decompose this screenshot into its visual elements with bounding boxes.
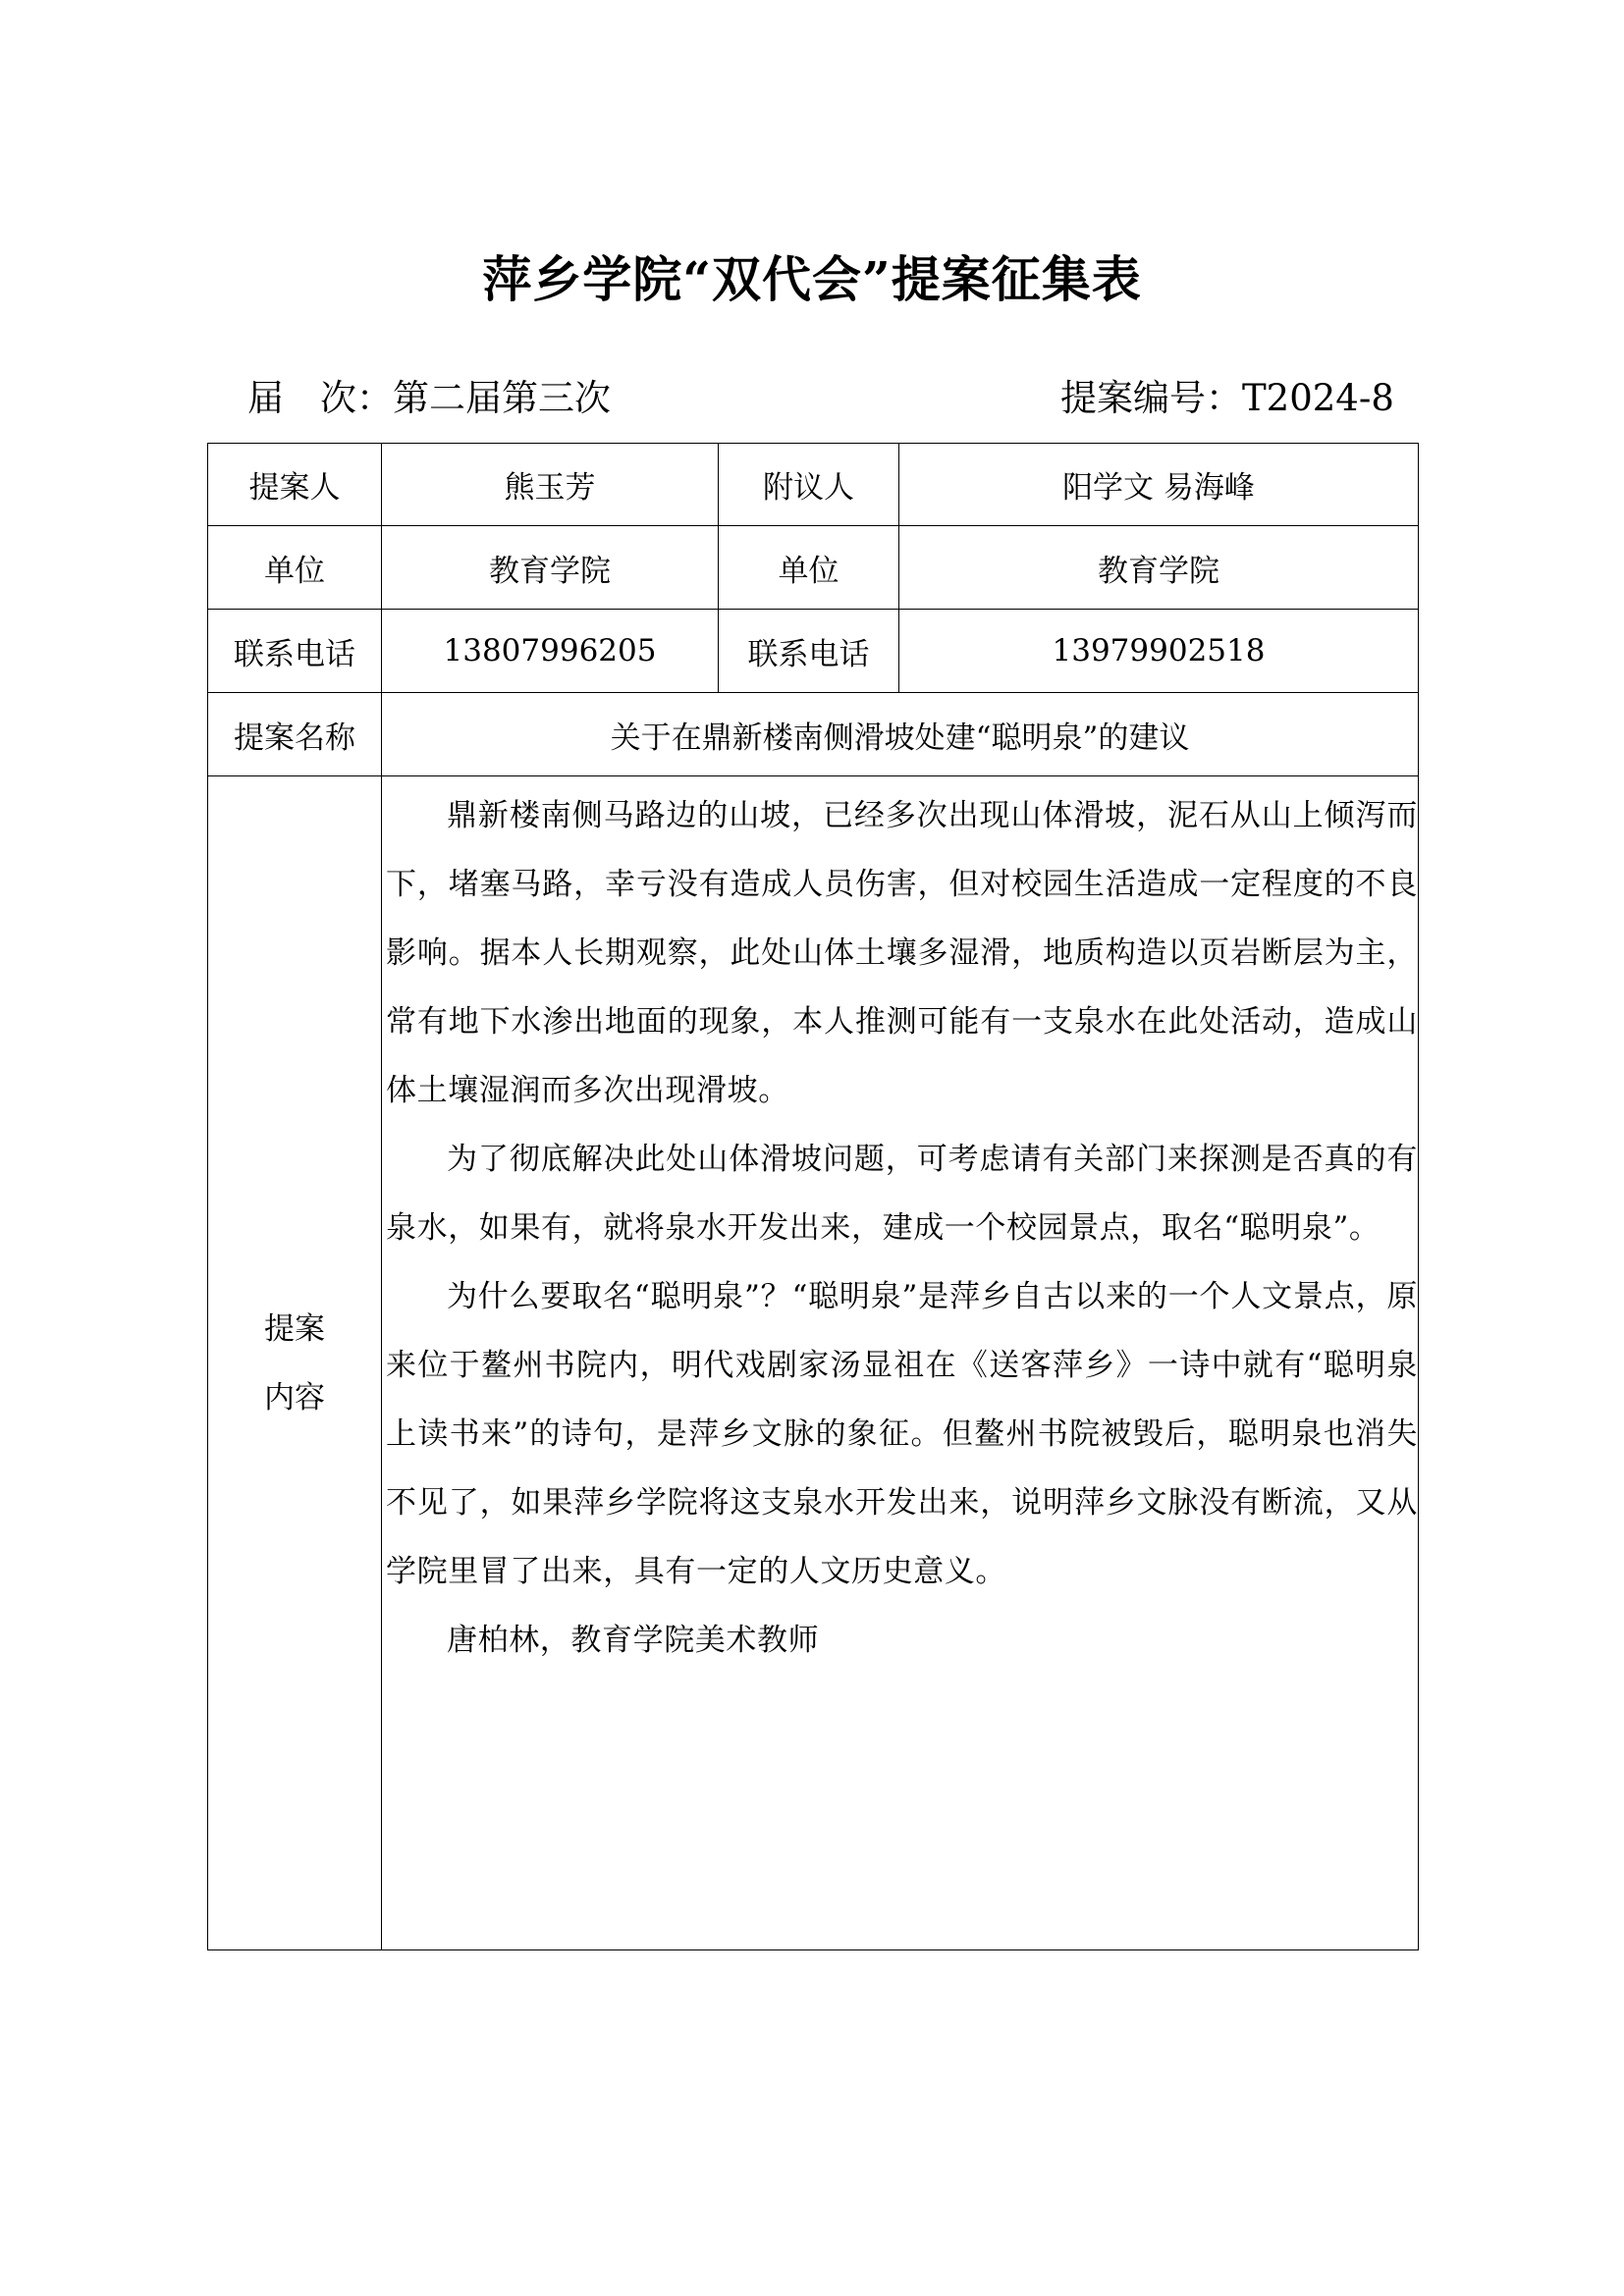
table-row	[208, 776, 1419, 1950]
unit-label: 单位	[208, 526, 382, 610]
session-value: 第二届第三次	[393, 377, 611, 419]
proposal-number-info	[1060, 371, 1394, 426]
unit-value: 教育学院	[382, 526, 719, 610]
content-paragraph: 唐柏林，教育学院美术教师	[447, 1623, 820, 1658]
seconder-phone-label: 联系电话	[719, 610, 899, 693]
proposal-number-value: T2024-8	[1242, 377, 1394, 419]
proposal-name-value: 关于在鼎新楼南侧滑坡处建“聪明泉”的建议	[382, 693, 1419, 776]
phone-label: 联系电话	[208, 610, 382, 693]
content-body	[382, 776, 1418, 1675]
content-label-line1: 提案	[264, 1310, 325, 1347]
seconder-label: 附议人	[719, 444, 899, 526]
proposal-name-label: 提案名称	[208, 693, 382, 776]
proposer-label: 提案人	[208, 444, 382, 526]
table-row	[208, 693, 1419, 776]
proposal-number-label: 提案编号：	[1060, 377, 1242, 419]
table-row	[208, 610, 1419, 693]
content-paragraph: 为了彻底解决此处山体滑坡问题，可考虑请有关部门来探测是否真的有泉水，如果有，就将泉水开发出来，建成一个校园景点，取名“聪明泉”。	[386, 1142, 1418, 1246]
seconder-value: 阳学文 易海峰	[899, 444, 1419, 526]
phone-value: 13807996205	[382, 610, 719, 693]
page-title: 萍乡学院“双代会”提案征集表	[482, 250, 1142, 308]
content-label	[208, 776, 382, 1950]
content-value	[382, 776, 1419, 1950]
proposer-value: 熊玉芳	[382, 444, 719, 526]
seconder-unit-label: 单位	[719, 526, 899, 610]
proposal-form-table	[207, 443, 1419, 1950]
content-label-line2: 内容	[264, 1379, 325, 1415]
seconder-unit-value: 教育学院	[899, 526, 1419, 610]
session-info	[247, 371, 611, 426]
content-paragraph: 鼎新楼南侧马路边的山坡，已经多次出现山体滑坡，泥石从山上倾泻而下，堵塞马路，幸亏没有造成人员伤害，但对校园生活造成一定程度的不良影响。据本人长期观察，此处山体土壤多湿滑，地质构造以页岩断层为主，常有地下水渗出地面的现象，本人推测可能有一支泉水在此处活动，造成山体土壤湿润而多次出现滑坡。	[386, 798, 1418, 1108]
content-paragraph: 为什么要取名“聪明泉”？“聪明泉”是萍乡自古以来的一个人文景点，原来位于鳌州书院内，明代戏剧家汤显祖在《送客萍乡》一诗中就有“聪明泉上读书来”的诗句，是萍乡文脉的象征。但鳌州书院被毁后，聪明泉也消失不见了，如果萍乡学院将这支泉水开发出来，说明萍乡文脉没有断流，又从学院里冒了出来，具有一定的人文历史意义。	[386, 1279, 1418, 1589]
table-row	[208, 526, 1419, 610]
table-row	[208, 444, 1419, 526]
session-label: 届 次：	[247, 377, 393, 419]
seconder-phone-value: 13979902518	[899, 610, 1419, 693]
